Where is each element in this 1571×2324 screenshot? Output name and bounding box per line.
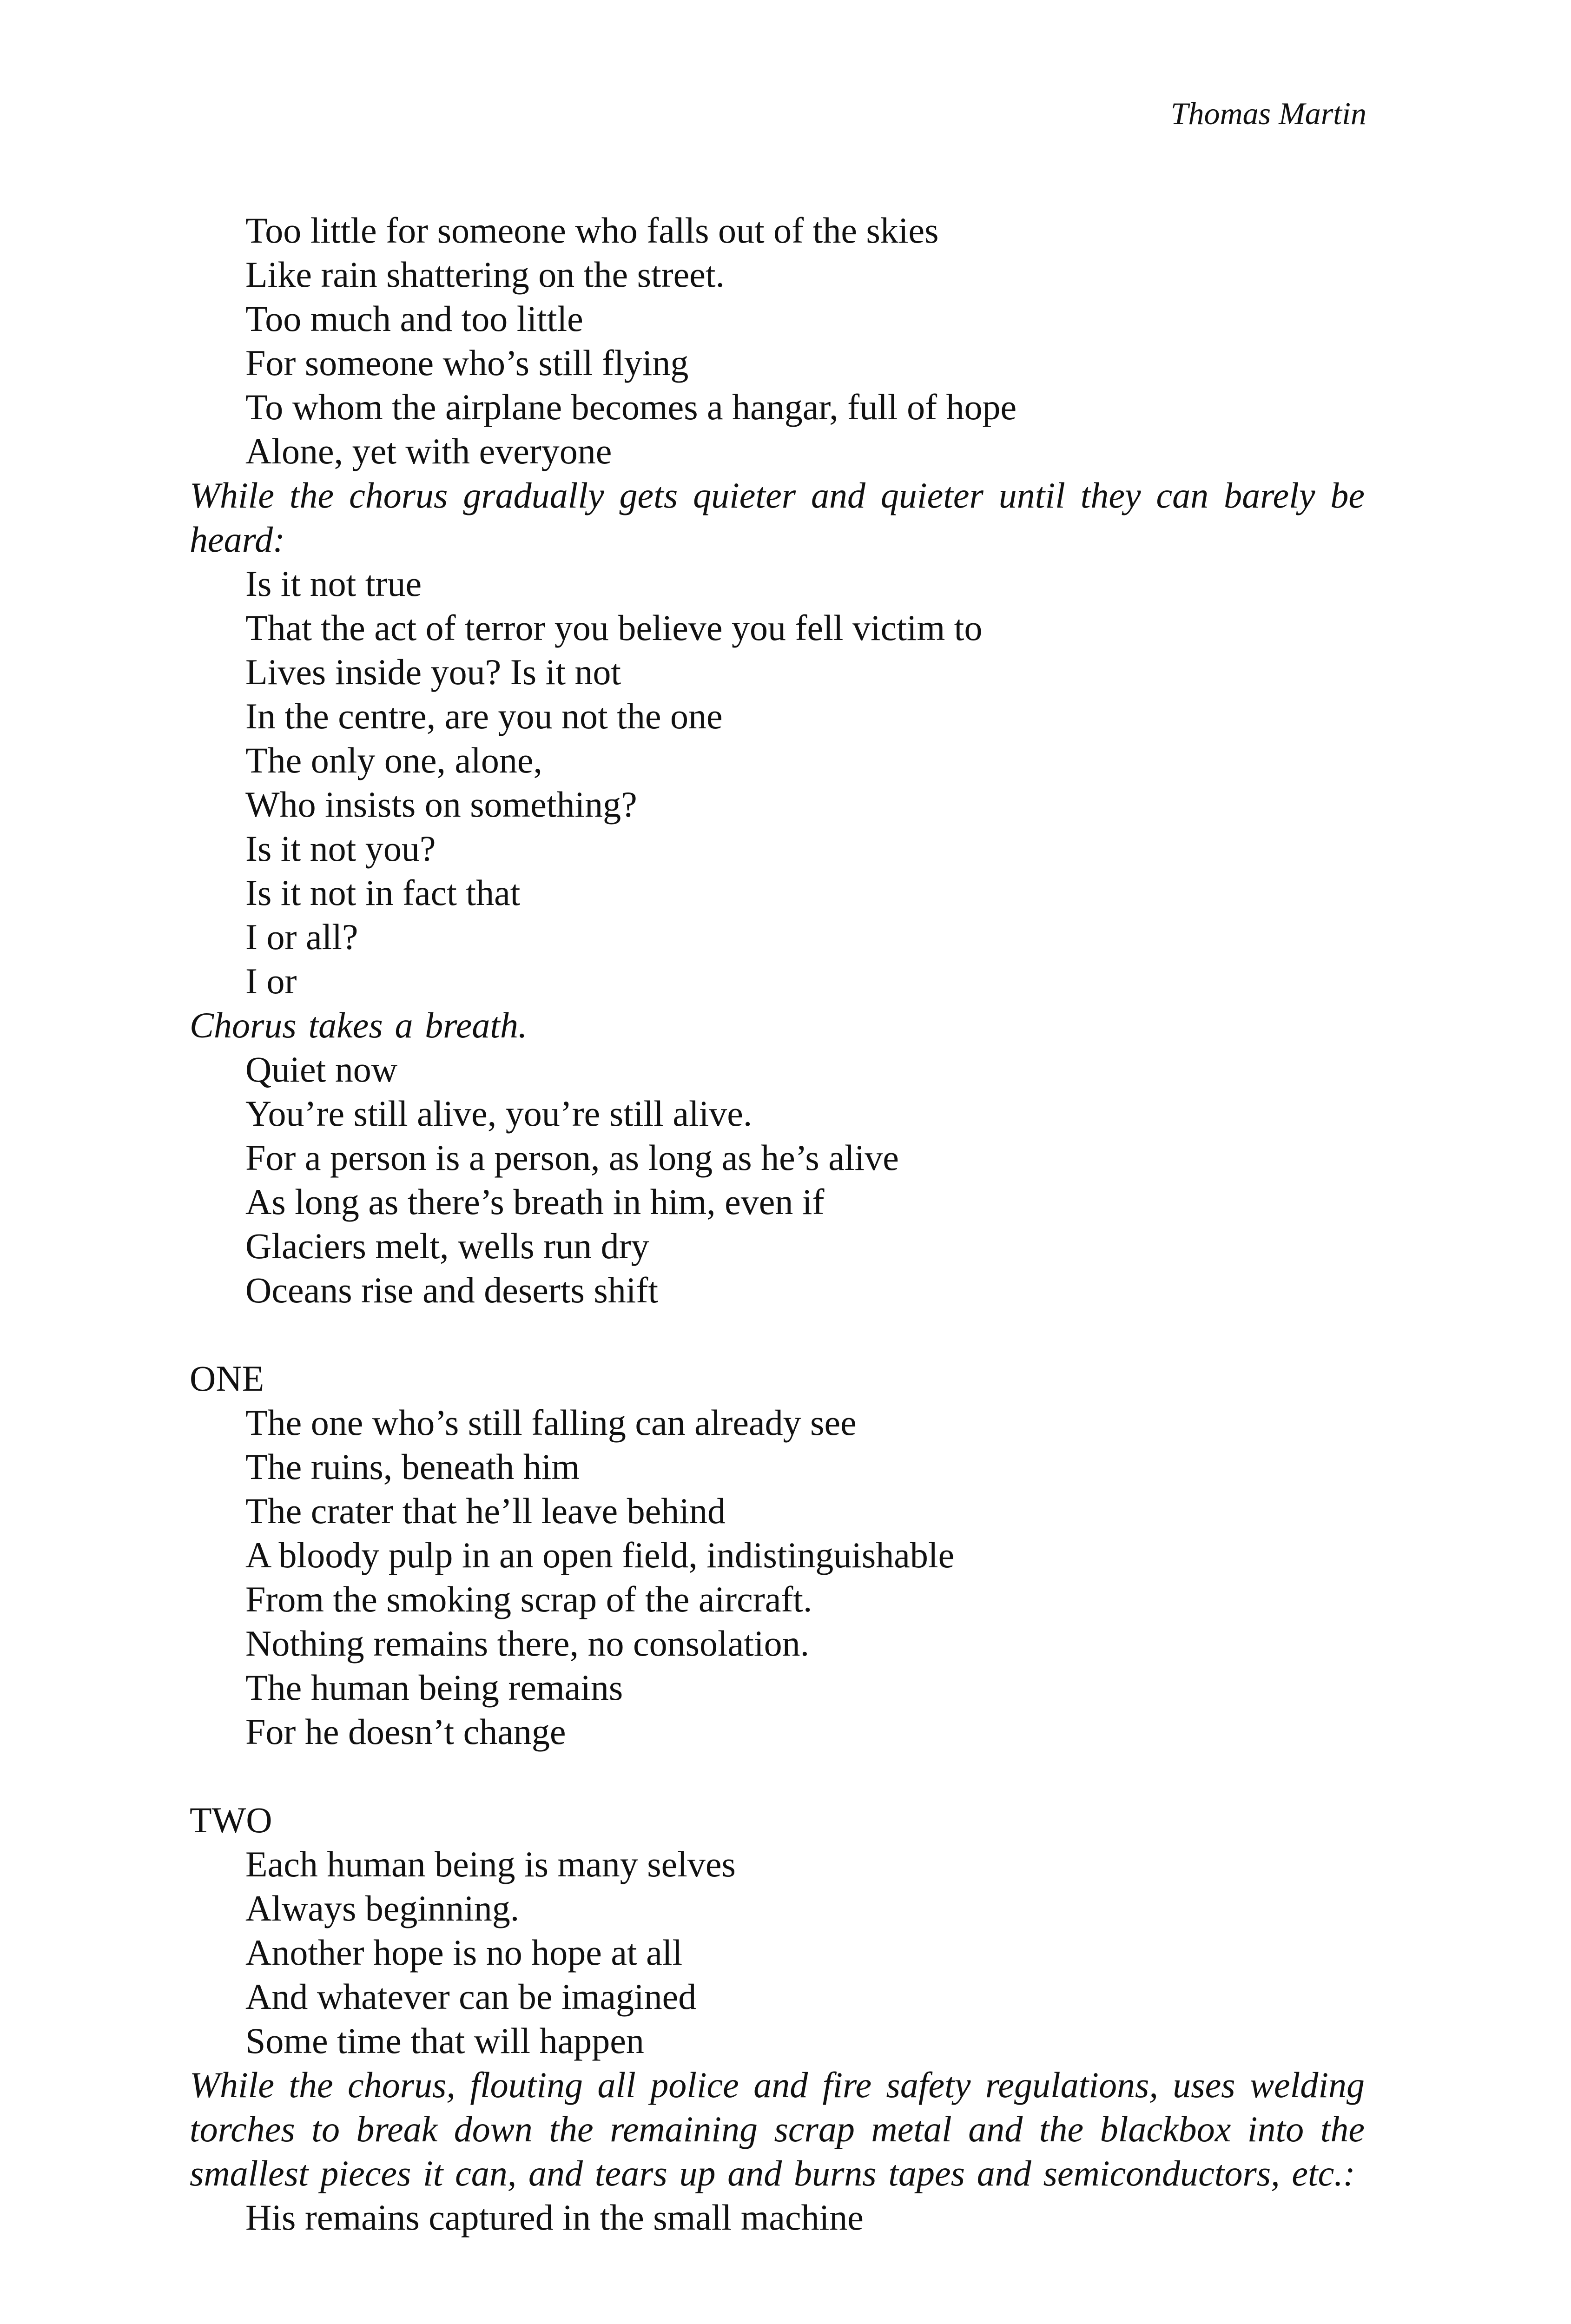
verse-line: Alone, yet with everyone	[245, 431, 612, 471]
verse-line: From the smoking scrap of the aircraft.	[245, 1579, 812, 1619]
verse-line: The ruins, beneath him	[245, 1446, 580, 1487]
verse-line: Glaciers melt, wells run dry	[245, 1226, 649, 1266]
stage-direction: While the chorus gradually gets quieter and quieter until they can barely be heard:	[190, 475, 1365, 560]
verse-line: The only one, alone,	[245, 740, 542, 780]
running-head: Thomas Martin	[1170, 96, 1366, 131]
verse-line: Too little for someone who falls out of the skies	[245, 210, 939, 251]
verse-line: That the act of terror you believe you fell victim to	[245, 607, 983, 648]
verse-line: Too much and too little	[245, 298, 583, 339]
verse-line: A bloody pulp in an open field, indistinguishable	[245, 1535, 955, 1575]
verse-line: Each human being is many selves	[245, 1844, 736, 1884]
verse-line: Lives inside you? Is it not	[245, 652, 621, 692]
verse-line: Like rain shattering on the street.	[245, 254, 725, 295]
verse-line: Who insists on something?	[245, 784, 637, 825]
verse-line: For someone who’s still flying	[245, 343, 689, 383]
play-text	[190, 208, 1365, 2239]
speaker-two: TWO	[190, 1800, 272, 1840]
verse-line: His remains captured in the small machine	[245, 2197, 864, 2238]
verse-line: Oceans rise and deserts shift	[245, 1270, 659, 1310]
verse-line: Always beginning.	[245, 1888, 520, 1928]
verse-line: Some time that will happen	[245, 2020, 644, 2061]
verse-line: Another hope is no hope at all	[245, 1932, 683, 1973]
verse-line: For a person is a person, as long as he’s alive	[245, 1137, 899, 1178]
verse-line: For he doesn’t change	[245, 1711, 566, 1752]
stage-direction: While the chorus, flouting all police and fire safety regulations, uses welding torches to break down the remaining scrap metal and the blackbox into the smallest pieces it can, and tears up and burns tapes and semiconductors, etc.:	[190, 2065, 1365, 2193]
verse-line: Is it not true	[245, 563, 422, 604]
verse-line: The crater that he’ll leave behind	[245, 1491, 726, 1531]
verse-line: In the centre, are you not the one	[245, 696, 723, 736]
verse-line: To whom the airplane becomes a hangar, full of hope	[245, 387, 1017, 427]
verse-line: Nothing remains there, no consolation.	[245, 1623, 810, 1664]
verse-line: I or	[245, 961, 297, 1001]
verse-line: You’re still alive, you’re still alive.	[245, 1093, 752, 1134]
speaker-one: ONE	[190, 1358, 264, 1399]
verse-line: Is it not you?	[245, 828, 436, 869]
stage-direction: Chorus takes a breath.	[190, 1005, 528, 1045]
verse-line: The human being remains	[245, 1667, 623, 1708]
verse-line: Is it not in fact that	[245, 872, 521, 913]
verse-line: I or all?	[245, 917, 358, 957]
verse-line: Quiet now	[245, 1049, 398, 1089]
verse-line: And whatever can be imagined	[245, 1976, 697, 2017]
verse-line: The one who’s still falling can already see	[245, 1402, 857, 1443]
verse-line: As long as there’s breath in him, even if	[245, 1182, 825, 1222]
